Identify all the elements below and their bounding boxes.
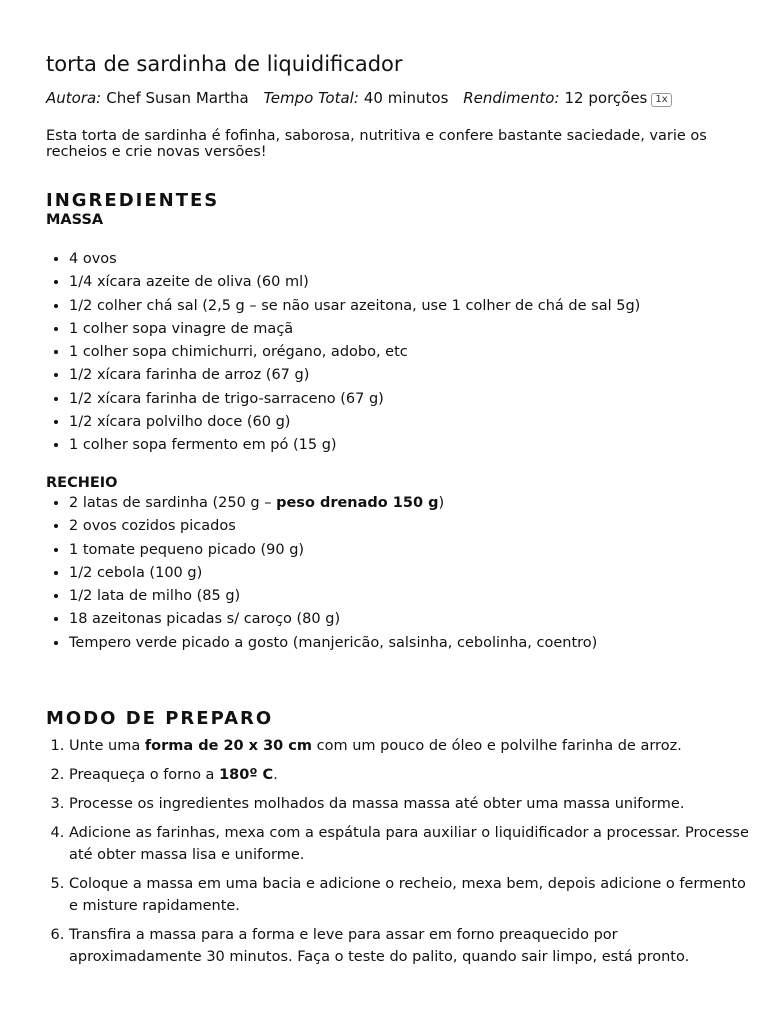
list-item: • 4 ovos bbox=[69, 248, 749, 271]
oven-temp-emphasis: 180º C bbox=[219, 767, 274, 783]
list-item: • 1/2 colher chá sal (2,5 g – se não usar azeitona, use 1 colher de chá de sal 5g) bbox=[69, 295, 749, 318]
list-item: • 1/4 xícara azeite de oliva (60 ml) bbox=[69, 271, 749, 294]
total-time-value: 40 minutos bbox=[363, 89, 449, 107]
yield-value: 12 porções bbox=[564, 89, 648, 107]
list-item: • 1 colher sopa fermento em pó (15 g) bbox=[69, 434, 749, 457]
list-item: • 1 colher sopa vinagre de maçã bbox=[69, 318, 749, 341]
preparation-heading: MODO DE PREPARO bbox=[46, 708, 274, 729]
author-label: Autora: bbox=[46, 89, 102, 107]
list-item: • Tempero verde picado a gosto (manjericão, salsinha, cebolinha, coentro) bbox=[69, 632, 749, 655]
list-item: • 18 azeitonas picadas s/ caroço (80 g) bbox=[69, 608, 749, 631]
recheio-ingredient-list bbox=[46, 492, 749, 655]
list-item: • 1/2 xícara farinha de trigo-sarraceno (67 g) bbox=[69, 388, 749, 411]
massa-ingredient-list bbox=[46, 248, 749, 458]
list-item: • 1/2 cebola (100 g) bbox=[69, 562, 749, 585]
step-item: 1. Unte uma forma de 20 x 30 cm com um pouco de óleo e polvilhe farinha de arroz. bbox=[69, 735, 749, 757]
pan-size-emphasis: forma de 20 x 30 cm bbox=[144, 738, 313, 754]
drained-weight-emphasis: peso drenado 150 g bbox=[276, 495, 439, 511]
massa-subheading: MASSA bbox=[46, 212, 104, 228]
step-item: 3. Processe os ingredientes molhados da massa massa até obter uma massa uniforme. bbox=[69, 793, 749, 815]
recheio-subheading: RECHEIO bbox=[46, 475, 118, 491]
recipe-title: torta de sardinha de liquidificador bbox=[46, 52, 403, 76]
preparation-steps bbox=[46, 735, 749, 975]
scale-button[interactable]: 1x bbox=[651, 93, 671, 107]
yield-label: Rendimento: bbox=[463, 89, 560, 107]
ingredients-heading: INGREDIENTES bbox=[46, 190, 220, 211]
step-item: 2. Preaqueça o forno a 180º C. bbox=[69, 764, 749, 786]
list-item: • 1 tomate pequeno picado (90 g) bbox=[69, 539, 749, 562]
recipe-intro: Esta torta de sardinha é fofinha, saborosa, nutritiva e confere bastante saciedade, varie os recheios e crie novas versões! bbox=[46, 128, 707, 160]
step-item: 4. Adicione as farinhas, mexa com a espátula para auxiliar o liquidificador a processar. Processe até obter massa lisa e uniforme. bbox=[69, 822, 749, 866]
list-item: • 2 ovos cozidos picados bbox=[69, 515, 749, 538]
list-item: • 1/2 lata de milho (85 g) bbox=[69, 585, 749, 608]
list-item: • 2 latas de sardinha (250 g – peso drenado 150 g) bbox=[69, 492, 749, 515]
step-item: 6. Transfira a massa para a forma e leve para assar em forno preaquecido por aproximadamente 30 minutos. Faça o teste do palito, quando sair limpo, está pronto. bbox=[69, 924, 749, 968]
step-item: 5. Coloque a massa em uma bacia e adicione o recheio, mexa bem, depois adicione o fermento e misture rapidamente. bbox=[69, 873, 749, 917]
author-value: Chef Susan Martha bbox=[106, 89, 249, 107]
total-time-label: Tempo Total: bbox=[263, 89, 359, 107]
list-item: • 1 colher sopa chimichurri, orégano, adobo, etc bbox=[69, 341, 749, 364]
recipe-meta bbox=[46, 89, 682, 107]
list-item: • 1/2 xícara farinha de arroz (67 g) bbox=[69, 364, 749, 387]
list-item: • 1/2 xícara polvilho doce (60 g) bbox=[69, 411, 749, 434]
